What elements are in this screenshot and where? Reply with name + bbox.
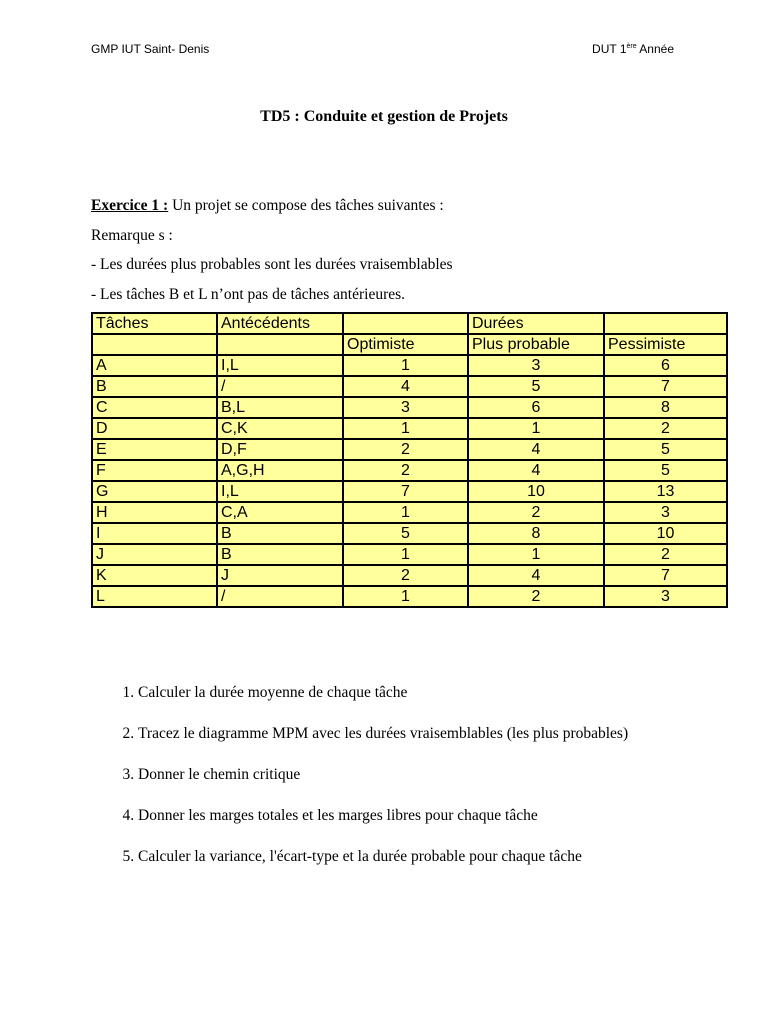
table-cell: 6 — [468, 397, 604, 418]
table-cell: 6 — [604, 355, 727, 376]
table-cell: Durées — [468, 313, 604, 334]
table-cell: 7 — [604, 565, 727, 586]
table-cell: A,G,H — [217, 460, 343, 481]
exercise-text: Un projet se compose des tâches suivantes : — [168, 197, 444, 214]
table-cell: C,A — [217, 502, 343, 523]
remark-line-2: - Les tâches B et L n’ont pas de tâches antérieures. — [91, 285, 406, 303]
table-cell: 4 — [343, 376, 468, 397]
table-cell: 7 — [604, 376, 727, 397]
table-row — [92, 397, 727, 418]
document-title: TD5 : Conduite et gestion de Projets — [260, 108, 508, 125]
table-cell: 2 — [468, 586, 604, 607]
remark-line-1: - Les durées plus probables sont les durées vraisemblables — [91, 256, 453, 273]
table-row — [92, 355, 727, 376]
table-cell — [92, 334, 217, 355]
table-cell: A — [92, 355, 217, 376]
task-table — [91, 312, 728, 608]
table-cell: H — [92, 502, 217, 523]
table-cell: 13 — [604, 481, 727, 502]
header-course — [592, 42, 674, 56]
table-cell: I,L — [217, 481, 343, 502]
table-cell: 2 — [604, 544, 727, 565]
table-cell: 2 — [343, 565, 468, 586]
table-cell: C — [92, 397, 217, 418]
table-cell: I — [92, 523, 217, 544]
table-cell: 1 — [468, 544, 604, 565]
table-cell: 1 — [343, 418, 468, 439]
table-cell: 4 — [468, 460, 604, 481]
table-cell: K — [92, 565, 217, 586]
table-cell: B — [217, 523, 343, 544]
table-cell: 1 — [468, 418, 604, 439]
table-row — [92, 460, 727, 481]
table-cell: E — [92, 439, 217, 460]
table-row — [92, 502, 727, 523]
table-cell: 5 — [468, 376, 604, 397]
table-cell: 8 — [468, 523, 604, 544]
table-cell: 5 — [604, 439, 727, 460]
exercise-label: Exercice 1 : — [91, 197, 169, 214]
header-institution: GMP IUT Saint- Denis — [91, 42, 210, 56]
table-row — [92, 376, 727, 397]
table-cell: 4 — [468, 439, 604, 460]
table-cell: D,F — [217, 439, 343, 460]
table-row — [92, 481, 727, 502]
table-cell: Plus probable — [468, 334, 604, 355]
table-cell: 2 — [343, 460, 468, 481]
table-cell: Antécédents — [217, 313, 343, 334]
table-cell: 8 — [604, 397, 727, 418]
table-cell: J — [92, 544, 217, 565]
table-cell: 3 — [604, 586, 727, 607]
table-cell: 3 — [604, 502, 727, 523]
table-cell: B,L — [217, 397, 343, 418]
table-row — [92, 523, 727, 544]
question-item: 3. Donner le chemin critique — [138, 760, 714, 789]
table-cell: 7 — [343, 481, 468, 502]
question-item: 2. Tracez le diagramme MPM avec les durées vraisemblables (les plus probables) — [138, 719, 714, 748]
table-cell: / — [217, 376, 343, 397]
exercise-intro — [91, 195, 691, 313]
table-cell: 2 — [343, 439, 468, 460]
table-cell: 5 — [604, 460, 727, 481]
table-cell: L — [92, 586, 217, 607]
question-item: 5. Calculer la variance, l'écart-type et la durée probable pour chaque tâche — [138, 842, 714, 871]
remark-heading: Remarque s : — [91, 226, 173, 244]
task-table-body — [92, 313, 727, 607]
table-cell: Pessimiste — [604, 334, 727, 355]
table-cell: D — [92, 418, 217, 439]
table-cell — [604, 313, 727, 334]
header-course-suffix: Année — [636, 42, 674, 56]
table-cell: 10 — [468, 481, 604, 502]
table-row — [92, 565, 727, 586]
table-cell: C,K — [217, 418, 343, 439]
table-cell: 1 — [343, 586, 468, 607]
table-cell: G — [92, 481, 217, 502]
table-cell: 2 — [604, 418, 727, 439]
header-course-sup: ère — [626, 43, 637, 50]
table-cell: / — [217, 586, 343, 607]
table-cell: 4 — [468, 565, 604, 586]
table-cell: 1 — [343, 355, 468, 376]
table-cell — [343, 313, 468, 334]
table-cell: 1 — [343, 544, 468, 565]
table-cell — [217, 334, 343, 355]
table-cell: I,L — [217, 355, 343, 376]
table-subheader-row — [92, 334, 727, 355]
table-cell: 3 — [343, 397, 468, 418]
table-row — [92, 586, 727, 607]
table-cell: Optimiste — [343, 334, 468, 355]
table-row — [92, 439, 727, 460]
table-header-row — [92, 313, 727, 334]
table-cell: 10 — [604, 523, 727, 544]
table-cell: J — [217, 565, 343, 586]
table-row — [92, 544, 727, 565]
question-item: 1. Calculer la durée moyenne de chaque tâche — [138, 678, 714, 707]
table-cell: 3 — [468, 355, 604, 376]
table-cell: 2 — [468, 502, 604, 523]
table-cell: B — [217, 544, 343, 565]
table-cell: 5 — [343, 523, 468, 544]
table-row — [92, 418, 727, 439]
question-item: 4. Donner les marges totales et les marges libres pour chaque tâche — [138, 801, 714, 830]
exercise-statement — [91, 195, 691, 225]
table-cell: 1 — [343, 502, 468, 523]
table-cell: F — [92, 460, 217, 481]
questions-list — [100, 678, 714, 883]
table-cell: B — [92, 376, 217, 397]
header-course-prefix: DUT 1 — [592, 42, 627, 56]
table-cell: Tâches — [92, 313, 217, 334]
